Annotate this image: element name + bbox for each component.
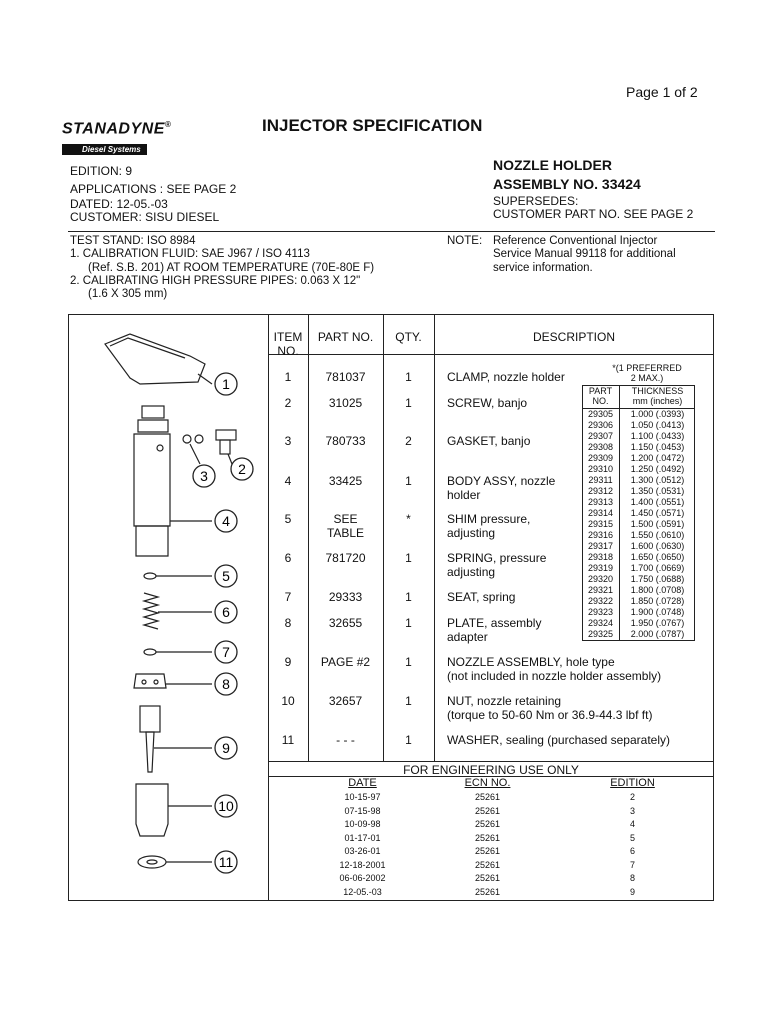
callout-number: 8 — [222, 676, 230, 692]
eng-date: 01-17-01 — [344, 832, 381, 843]
part-number: 32655 — [328, 616, 363, 630]
part-qty: 1 — [405, 396, 412, 410]
engineering-divider — [268, 761, 714, 762]
header-qty: QTY. — [395, 330, 422, 344]
customer: CUSTOMER: SISU DIESEL — [70, 210, 220, 224]
shim-thickness: 1.200 (.0472) — [630, 453, 685, 463]
shim-part-no: 29324 — [587, 618, 614, 628]
test-stand: TEST STAND: ISO 8984 — [70, 235, 196, 247]
shim-thickness: 1.400 (.0551) — [630, 497, 685, 507]
callout-number: 7 — [222, 644, 230, 660]
seat-drawing — [144, 649, 156, 655]
part-item-no: 1 — [284, 370, 292, 384]
callout-number: 2 — [238, 461, 246, 477]
shim-part-no: 29307 — [587, 431, 614, 441]
plate-drawing — [134, 674, 212, 688]
shim-part-no: 29306 — [587, 420, 614, 430]
shim-part-no: 29309 — [587, 453, 614, 463]
part-number: 32657 — [328, 694, 363, 708]
customer-part-no: CUSTOMER PART NO. SEE PAGE 2 — [493, 207, 694, 221]
eng-edition: 4 — [629, 819, 635, 829]
eng-edition: 7 — [629, 859, 635, 870]
part-number: 781037 — [325, 370, 366, 384]
shim-thickness: 1.700 (.0669) — [630, 563, 685, 573]
calibration-ref: (Ref. S.B. 201) AT ROOM TEMPERATURE (70E-80E F) — [88, 262, 375, 274]
part-description: SPRING, pressure adjusting — [447, 551, 547, 579]
part-item-no: 3 — [284, 434, 292, 448]
clamp-drawing — [105, 334, 212, 384]
nut-drawing — [136, 784, 212, 836]
shim-part-no: 29308 — [587, 442, 614, 452]
document-title: INJECTOR SPECIFICATION — [262, 116, 483, 135]
shim-header-thickness: THICKNESS mm (inches) — [631, 386, 684, 406]
part-description: GASKET, banjo — [447, 434, 531, 448]
note-line2: Service Manual 99118 for additional — [493, 248, 676, 260]
shim-part-no: 29321 — [587, 585, 614, 595]
part-number: 29333 — [328, 590, 363, 604]
header-divider — [68, 231, 715, 232]
shim-part-no: 29319 — [587, 563, 614, 573]
shim-thickness: 1.600 (.0630) — [630, 541, 685, 551]
eng-ecn: 25261 — [474, 873, 501, 883]
shim-thickness: 1.150 (.0453) — [630, 442, 685, 452]
part-item-no: 6 — [284, 551, 292, 565]
part-description: CLAMP, nozzle holder — [447, 370, 565, 384]
supersedes: SUPERSEDES: — [493, 194, 579, 208]
shim-part-no: 29316 — [587, 530, 614, 540]
part-description: NUT, nozzle retaining (torque to 50-60 Nm or 36.9-44.3 lbf ft) — [447, 694, 653, 722]
shim-thickness: 1.550 (.0610) — [630, 530, 685, 540]
shim-thickness: 1.250 (.0492) — [630, 464, 685, 474]
eng-edition: 3 — [629, 805, 635, 816]
shim-thickness: 1.500 (.0591) — [630, 519, 685, 529]
eng-date: 03-26-01 — [344, 846, 381, 856]
part-qty: 1 — [405, 655, 412, 669]
part-item-no: 9 — [284, 655, 292, 669]
shim-part-no: 29312 — [587, 486, 614, 496]
part-description: SHIM pressure, adjusting — [447, 512, 531, 540]
shim-thickness: 1.750 (.0688) — [630, 574, 685, 584]
shim-part-no: 29318 — [587, 552, 614, 562]
callout-number: 9 — [222, 740, 230, 756]
part-qty: 1 — [405, 370, 412, 384]
shim-note: *(1 PREFERRED 2 MAX.) — [612, 363, 682, 383]
shim-thickness: 1.450 (.0571) — [630, 508, 685, 518]
shim-header-part: PART NO. — [588, 386, 613, 406]
eng-date: 10-15-97 — [344, 792, 381, 802]
washer-drawing — [138, 856, 166, 868]
part-item-no: 4 — [284, 474, 292, 488]
shim-thickness: 1.300 (.0512) — [630, 475, 685, 485]
brand-name: STANADYNE — [62, 120, 165, 138]
pipes-metric: (1.6 X 305 mm) — [88, 288, 168, 300]
part-item-no: 2 — [284, 396, 292, 410]
eng-header-date: DATE — [348, 777, 377, 789]
screw-drawing — [216, 430, 236, 464]
part-qty: 1 — [405, 551, 412, 565]
shim-thickness: 1.950 (.0767) — [630, 618, 685, 628]
shim-part-no: 29325 — [587, 629, 614, 639]
eng-edition: 6 — [629, 846, 635, 856]
part-description: BODY ASSY, nozzle holder — [447, 474, 556, 502]
eng-ecn: 25261 — [474, 886, 501, 897]
eng-ecn: 25261 — [474, 846, 501, 856]
callout-number: 11 — [218, 854, 234, 870]
edition: EDITION: 9 — [70, 164, 133, 178]
eng-header-edition: EDITION — [610, 777, 655, 789]
shim-part-no: 29313 — [587, 497, 614, 507]
part-item-no: 7 — [284, 590, 292, 604]
part-description: NOZZLE ASSEMBLY, hole type (not included in nozzle holder assembly) — [447, 655, 662, 683]
shim-thickness: 1.850 (.0728) — [630, 596, 685, 606]
callout-number: 1 — [222, 376, 230, 392]
assembly-line1: NOZZLE HOLDER — [493, 157, 612, 173]
eng-edition: 5 — [629, 832, 635, 843]
note-label: NOTE: — [447, 235, 483, 247]
callout-number: 6 — [222, 604, 230, 620]
shim-part-no: 29315 — [587, 519, 614, 529]
gasket-a — [183, 435, 191, 443]
shim-thickness: 1.900 (.0748) — [630, 607, 685, 617]
shim-thickness: 2.000 (.0787) — [630, 629, 685, 639]
eng-ecn: 25261 — [474, 819, 501, 829]
part-qty: 1 — [405, 474, 412, 488]
eng-header-ecn: ECN NO. — [464, 777, 511, 789]
part-description: SEAT, spring — [447, 590, 516, 604]
part-qty: 1 — [405, 733, 412, 747]
part-number: 31025 — [328, 396, 363, 410]
calibration-fluid: 1. CALIBRATION FLUID: SAE J967 / ISO 4113 — [70, 248, 310, 260]
eng-ecn: 25261 — [474, 792, 501, 802]
assembly-number: ASSEMBLY NO. 33424 — [493, 176, 641, 192]
part-description: WASHER, sealing (purchased separately) — [447, 733, 670, 747]
part-number: - - - — [336, 733, 355, 747]
callout-number: 3 — [200, 468, 208, 484]
shim-part-no: 29317 — [587, 541, 614, 551]
eng-ecn: 25261 — [474, 805, 501, 816]
brand-reg: ® — [164, 120, 172, 129]
part-qty: * — [406, 512, 411, 526]
eng-date: 06-06-2002 — [339, 873, 386, 883]
part-number: SEE TABLE — [326, 512, 365, 540]
part-number: PAGE #2 — [320, 655, 371, 669]
part-qty: 1 — [405, 694, 412, 708]
part-item-no: 10 — [281, 694, 295, 708]
part-qty: 2 — [405, 434, 412, 448]
note-line1: Reference Conventional Injector — [493, 235, 658, 247]
shim-thickness: 1.800 (.0708) — [630, 585, 685, 595]
stanadyne-logo — [62, 120, 171, 157]
shim-part-no: 29310 — [587, 464, 614, 474]
shim-part-no: 29305 — [587, 409, 614, 419]
note-line3: service information. — [493, 262, 593, 274]
header-row-divider — [268, 354, 714, 355]
part-number: 33425 — [328, 474, 363, 488]
part-qty: 1 — [405, 590, 412, 604]
eng-date: 07-15-98 — [344, 805, 381, 816]
brand-division: Diesel Systems — [62, 144, 147, 155]
part-description: SCREW, banjo — [447, 396, 528, 410]
shim-part-no: 29323 — [587, 607, 614, 617]
eng-ecn: 25261 — [474, 859, 501, 870]
part-description: PLATE, assembly adapter — [447, 616, 542, 644]
shim-thickness: 1.000 (.0393) — [630, 409, 685, 419]
shim-thickness: 1.650 (.0650) — [630, 552, 685, 562]
shim-thickness: 1.100 (.0433) — [630, 431, 685, 441]
shim-part-no: 29314 — [587, 508, 614, 518]
engineering-title: FOR ENGINEERING USE ONLY — [403, 763, 579, 777]
nozzle-drawing — [140, 706, 212, 772]
exploded-view-illustration — [70, 316, 267, 900]
part-number: 780733 — [325, 434, 366, 448]
shim-drawing — [144, 573, 156, 579]
eng-date: 12-05.-03 — [343, 886, 382, 897]
shim-thickness: 1.050 (.0413) — [630, 420, 685, 430]
eng-edition: 2 — [629, 792, 635, 802]
eng-date: 10-09-98 — [344, 819, 381, 829]
eng-edition: 9 — [629, 886, 635, 897]
shim-part-no: 29322 — [587, 596, 614, 606]
part-item-no: 5 — [284, 512, 292, 526]
eng-ecn: 25261 — [474, 832, 501, 843]
shim-thickness: 1.350 (.0531) — [630, 486, 685, 496]
shim-part-no: 29311 — [588, 475, 613, 485]
applications: APPLICATIONS : SEE PAGE 2 — [70, 182, 237, 196]
header-part-no: PART NO. — [317, 330, 374, 344]
header-item: ITEM NO. — [273, 330, 303, 358]
dated: DATED: 12-05.-03 — [70, 197, 168, 211]
shim-part-no: 29320 — [587, 574, 614, 584]
spring-drawing — [144, 593, 212, 629]
part-number: 781720 — [325, 551, 366, 565]
callout-number: 10 — [218, 798, 234, 814]
part-item-no: 8 — [284, 616, 292, 630]
calibration-pipes: 2. CALIBRATING HIGH PRESSURE PIPES: 0.063 X 12" — [70, 275, 361, 287]
col-divider-qty — [434, 314, 435, 761]
eng-edition: 8 — [629, 873, 635, 883]
eng-date: 12-18-2001 — [339, 859, 386, 870]
gasket-b — [195, 435, 203, 443]
callout-number: 5 — [222, 568, 230, 584]
part-qty: 1 — [405, 616, 412, 630]
part-item-no: 11 — [281, 733, 295, 747]
page-number: Page 1 of 2 — [626, 84, 698, 100]
header-description: DESCRIPTION — [532, 330, 615, 344]
callout-number: 4 — [222, 513, 230, 529]
